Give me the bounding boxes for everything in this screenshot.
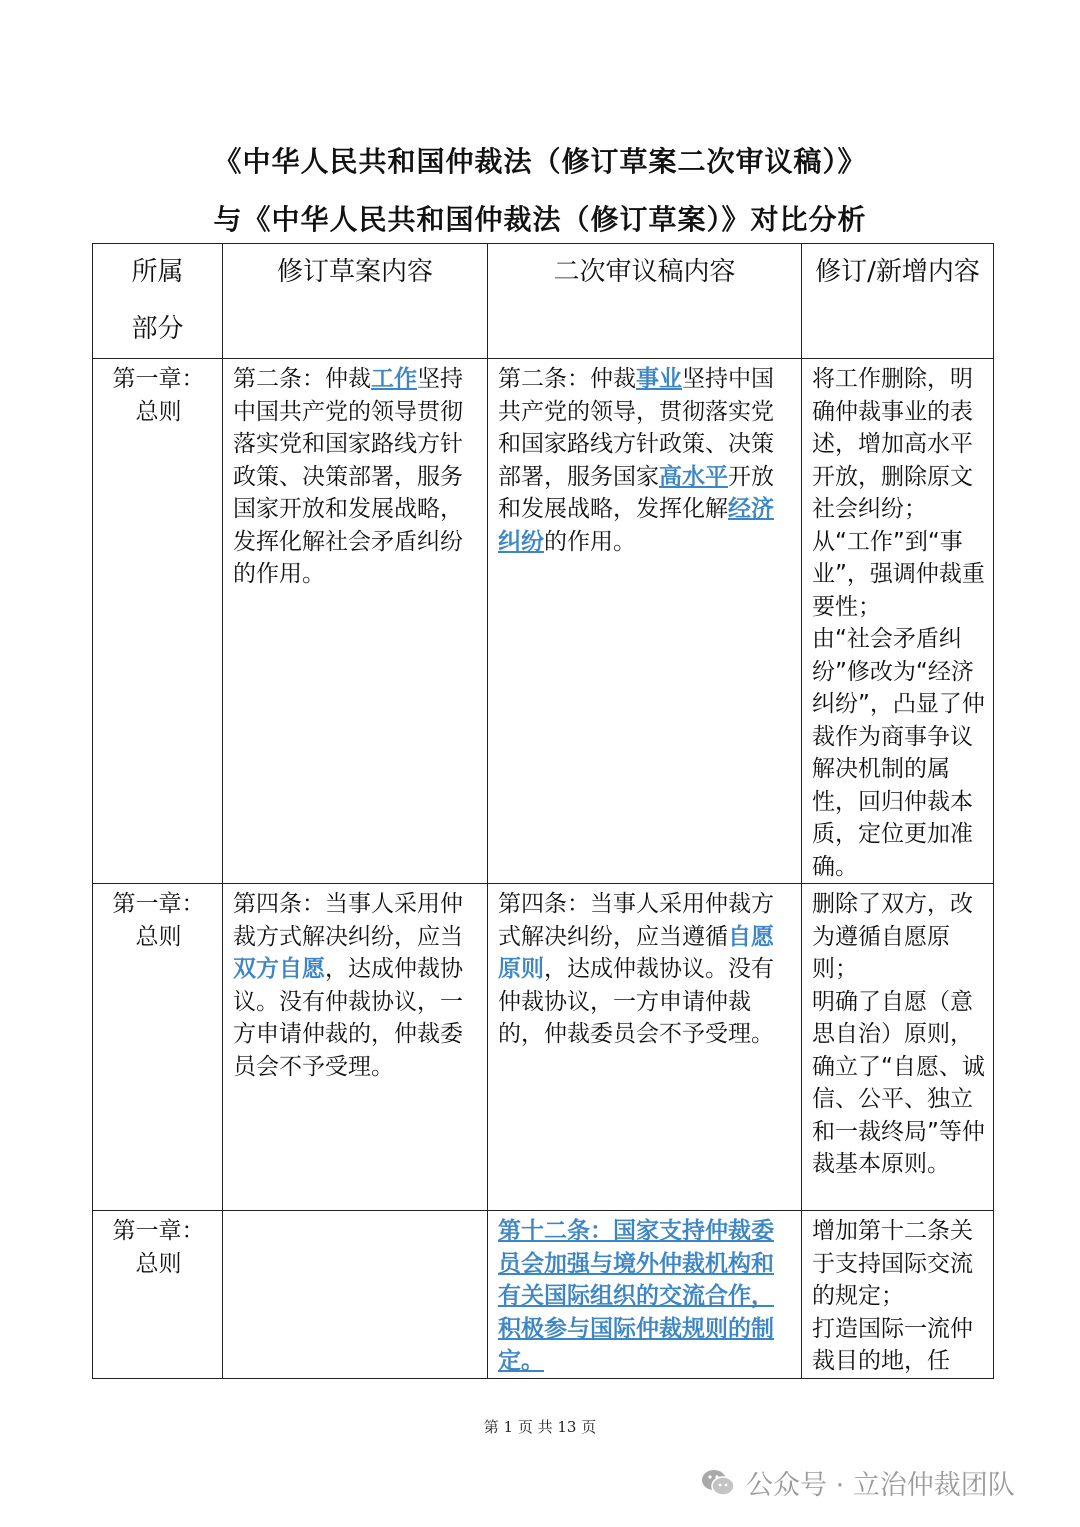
comparison-table (92, 243, 994, 1379)
changes-cell (802, 884, 994, 1211)
cell-text: 的作用。 (544, 528, 636, 555)
highlighted-text: 高水平 (659, 463, 728, 490)
document-title-line2: 与《中华人民共和国仲裁法（修订草案）》对比分析 (213, 203, 867, 236)
note-paragraph: 明确了自愿（意思自治）原则，确立了“自愿、诚信、公平、独立和一裁终局”等仲裁基本原则。 (812, 988, 985, 1177)
table-row (93, 359, 994, 884)
document-title-line1: 《中华人民共和国仲裁法（修订草案二次审议稿）》 (213, 145, 867, 178)
table-row (93, 884, 994, 1211)
highlighted-text: 自愿原则 (498, 923, 774, 982)
note-paragraph: 由“社会矛盾纠纷”修改为“经济纠纷”，凸显了仲裁作为商事争议解决机制的属性，回归仲裁本质，定位更加准确。 (812, 626, 985, 880)
draft-cell (223, 884, 488, 1211)
cell-text: 第二条：仲裁 (498, 366, 636, 392)
cell-text: 坚持中国共产党的领导贯彻落实党和国家路线方针政策、决策部署，服务国家开放和发展战略，发挥化解社会矛盾纠纷的作用。 (233, 366, 463, 587)
table-row (93, 1211, 994, 1379)
header-draft: 修订草案内容 (223, 244, 488, 359)
note-paragraph: 打造国际一流仲裁目的地，任 (812, 1315, 973, 1374)
note-paragraph: 增加第十二条关于支持国际交流的规定； (812, 1218, 973, 1309)
cell-text: 第二条：仲裁 (233, 366, 371, 392)
page-footer: 第 1 页 共 13 页 (483, 1418, 597, 1436)
changes-cell (802, 1211, 994, 1379)
highlighted-text: 第十二条：国家支持仲裁委员会加强与境外仲裁机构和有关国际组织的交流合作，积极参与国际仲裁规则的制定。 (498, 1218, 774, 1374)
cell-text: 第四条：当事人采用仲裁方式解决纠纷，应当遵循 (498, 891, 774, 950)
second-draft-cell (488, 884, 802, 1211)
header-changes: 修订/新增内容 (802, 244, 994, 359)
watermark (700, 1463, 1015, 1502)
cell-text: 第四条：当事人采用仲裁方式解决纠纷，应当 (233, 891, 463, 950)
second-draft-cell (488, 359, 802, 884)
second-draft-cell (488, 1211, 802, 1379)
chapter-cell: 第一章：总则 (93, 884, 223, 1211)
cell-text: ，达成仲裁协议。没有仲裁协议，一方申请仲裁的，仲裁委员会不予受理。 (233, 956, 463, 1080)
highlighted-text: 事业 (636, 366, 682, 392)
table-header-row (93, 244, 994, 359)
header-second-draft: 二次审议稿内容 (488, 244, 802, 359)
changes-cell (802, 359, 994, 884)
cell-text: 坚持中国共产党的领导，贯彻落实党和国家路线方针政策、决策部署，服务国家 (498, 366, 774, 490)
note-paragraph: 将工作删除，明确仲裁事业的表述，增加高水平开放，删除原文社会纠纷； (812, 366, 973, 522)
cell-text: 开放和发展战略，发挥化解 (498, 463, 774, 522)
highlighted-text: 双方自愿 (233, 956, 325, 982)
chapter-cell: 第一章：总则 (93, 359, 223, 884)
draft-cell (223, 359, 488, 884)
wechat-icon (700, 1467, 736, 1499)
draft-cell (223, 1211, 488, 1379)
note-paragraph: 删除了双方，改为遵循自愿原则； (812, 891, 973, 982)
watermark-text: 公众号 · 立治仲裁团队 (746, 1470, 1015, 1501)
highlighted-text: 工作 (371, 366, 417, 392)
cell-text: ，达成仲裁协议。没有仲裁协议，一方申请仲裁的，仲裁委员会不予受理。 (498, 956, 774, 1047)
highlighted-text: 经济纠纷 (498, 496, 774, 555)
note-paragraph: 从“工作”到“事业”，强调仲裁重要性； (812, 528, 985, 620)
chapter-cell: 第一章：总则 (93, 1211, 223, 1379)
header-section: 所属部分 (93, 244, 223, 359)
